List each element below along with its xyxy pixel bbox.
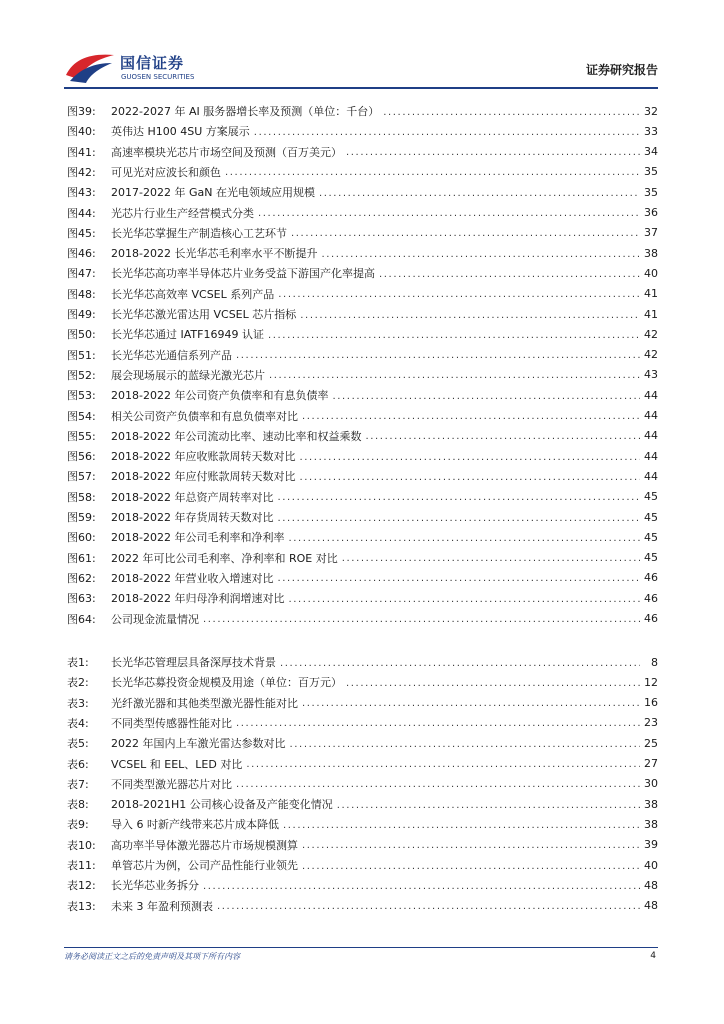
table-entry[interactable] xyxy=(67,672,658,692)
entry-label: 表10: xyxy=(67,838,96,852)
entry-label: 图48: xyxy=(67,287,96,301)
entry-page-number: 39 xyxy=(644,838,658,852)
entry-title: 公司现金流量情况 xyxy=(111,612,199,626)
leader-dots xyxy=(291,226,640,239)
entry-label: 图54: xyxy=(67,409,96,423)
leader-dots xyxy=(225,165,640,178)
entry-label: 图63: xyxy=(67,592,96,606)
leader-dots xyxy=(299,470,640,483)
entry-label: 表11: xyxy=(67,859,96,872)
figure-entry[interactable] xyxy=(67,548,658,568)
entry-label: 表7: xyxy=(67,777,89,791)
entry-title: 2022 年可比公司毛利率、净利率和 ROE 对比 xyxy=(111,551,338,565)
entry-title: 展会现场展示的蓝绿光激光芯片 xyxy=(111,368,265,382)
figure-entry[interactable] xyxy=(67,507,658,527)
leader-dots xyxy=(337,798,640,811)
table-entry[interactable] xyxy=(67,794,658,814)
entry-title: VCSEL 和 EEL、LED 对比 xyxy=(111,757,243,771)
figure-entry[interactable] xyxy=(67,142,658,162)
entry-label: 图39: xyxy=(67,105,96,118)
leader-dots xyxy=(269,368,640,381)
entry-title: 长光华芯激光雷达用 VCSEL 芯片指标 xyxy=(111,308,297,321)
entry-label: 图61: xyxy=(67,551,96,565)
table-entry[interactable] xyxy=(67,835,658,855)
figure-entry[interactable] xyxy=(67,182,658,202)
entry-page-number: 40 xyxy=(644,266,658,280)
entry-page-number: 8 xyxy=(651,655,658,669)
figure-entry[interactable] xyxy=(67,345,658,365)
entry-title: 2022 年国内上车激光雷达参数对比 xyxy=(111,737,286,751)
entry-label: 图53: xyxy=(67,389,96,403)
entry-title: 高功率半导体激光器芯片市场规模测算 xyxy=(111,838,298,852)
leader-dots xyxy=(290,737,641,750)
entry-title: 2018-2022 年总资产周转率对比 xyxy=(111,490,274,504)
entry-title: 长光华芯通过 IATF16949 认证 xyxy=(111,328,264,342)
page-number: 4 xyxy=(650,951,656,961)
entry-page-number: 44 xyxy=(644,449,658,463)
leader-dots xyxy=(288,531,640,544)
entry-label: 图58: xyxy=(67,490,96,504)
entry-title: 长光华芯高效率 VCSEL 系列产品 xyxy=(111,287,275,301)
entry-page-number: 44 xyxy=(644,388,658,402)
entry-label: 图49: xyxy=(67,308,96,321)
entry-label: 图47: xyxy=(67,267,96,281)
leader-dots xyxy=(346,676,640,689)
entry-title: 长光华芯掌握生产制造核心工艺环节 xyxy=(111,226,287,240)
figure-entry[interactable] xyxy=(67,121,658,141)
entry-title: 2018-2022 年应付账款周转天数对比 xyxy=(111,470,296,484)
entry-title: 单管芯片为例，公司产品性能行业领先 xyxy=(111,859,298,872)
leader-dots xyxy=(254,125,640,138)
entry-page-number: 34 xyxy=(644,145,658,159)
leader-dots xyxy=(302,696,640,709)
entry-label: 表5: xyxy=(67,737,89,751)
entry-page-number: 38 xyxy=(644,817,658,831)
entry-page-number: 43 xyxy=(644,368,658,382)
entry-title: 英伟达 H100 4SU 方案展示 xyxy=(111,125,250,139)
figure-entry[interactable] xyxy=(67,446,658,466)
table-entry[interactable] xyxy=(67,875,658,895)
leader-dots xyxy=(379,267,640,280)
leader-dots xyxy=(300,308,640,321)
figure-entry[interactable] xyxy=(67,223,658,243)
entry-label: 图43: xyxy=(67,186,96,200)
entry-title: 2018-2022 年公司资产负债率和有息负债率 xyxy=(111,389,329,403)
leader-dots xyxy=(258,206,640,219)
entry-title: 长光华芯业务拆分 xyxy=(111,879,199,893)
figure-entry[interactable] xyxy=(67,487,658,507)
entry-page-number: 48 xyxy=(644,878,658,892)
entry-title: 光纤激光器和其他类型激光器性能对比 xyxy=(111,696,298,710)
footer-divider xyxy=(64,947,658,948)
leader-dots xyxy=(346,145,640,158)
entry-page-number: 40 xyxy=(644,858,658,872)
figure-entry[interactable] xyxy=(67,588,658,608)
entry-page-number: 42 xyxy=(644,327,658,341)
leader-dots xyxy=(332,389,640,402)
table-entry[interactable] xyxy=(67,855,658,875)
entry-page-number: 23 xyxy=(644,716,658,730)
entry-title: 长光华芯募投资金规模及用途（单位：百万元） xyxy=(111,676,342,690)
entry-label: 表9: xyxy=(67,818,89,832)
leader-dots xyxy=(288,592,640,605)
entry-label: 图40: xyxy=(67,125,96,139)
entry-title: 相关公司资产负债率和有息负债率对比 xyxy=(111,409,298,423)
table-entry[interactable] xyxy=(67,896,658,916)
entry-title: 高速率模块光芯片市场空间及预测（百万美元） xyxy=(111,145,342,159)
figure-entry[interactable] xyxy=(67,101,658,121)
leader-dots xyxy=(236,777,640,790)
entry-title: 2018-2022 年公司流动比率、速动比率和权益乘数 xyxy=(111,429,362,443)
leader-dots xyxy=(217,899,640,912)
table-entry[interactable] xyxy=(67,733,658,753)
leader-dots xyxy=(277,490,640,503)
entry-title: 2018-2022 年应收账款周转天数对比 xyxy=(111,450,296,464)
entry-label: 图60: xyxy=(67,531,96,545)
leader-dots xyxy=(283,818,640,831)
entry-title: 2018-2021H1 公司核心设备及产能变化情况 xyxy=(111,798,333,812)
entry-title: 导入 6 吋新产线带来芯片成本降低 xyxy=(111,818,279,832)
entry-label: 图56: xyxy=(67,450,96,464)
entry-label: 图46: xyxy=(67,247,96,261)
table-entry[interactable] xyxy=(67,693,658,713)
figure-entry[interactable] xyxy=(67,466,658,486)
leader-dots xyxy=(383,105,640,118)
entry-page-number: 44 xyxy=(644,469,658,483)
entry-title: 未来 3 年盈利预测表 xyxy=(111,899,213,913)
figure-entry[interactable] xyxy=(67,426,658,446)
entry-title: 2018-2022 年营业收入增速对比 xyxy=(111,571,274,585)
disclaimer-note: 请务必阅读正文之后的免责声明及其项下所有内容 xyxy=(64,952,240,961)
entry-page-number: 42 xyxy=(644,348,658,362)
leader-dots xyxy=(302,859,640,872)
entry-page-number: 44 xyxy=(644,429,658,443)
table-entry[interactable] xyxy=(67,652,658,672)
header-divider xyxy=(64,87,658,89)
brand-name-cn: 国信证券 xyxy=(120,54,185,72)
entry-label: 图45: xyxy=(67,226,96,240)
table-entry[interactable] xyxy=(67,814,658,834)
entry-title: 2018-2022 年归母净利润增速对比 xyxy=(111,592,285,606)
leader-dots xyxy=(277,511,640,524)
entry-label: 图41: xyxy=(67,145,96,159)
leader-dots xyxy=(236,348,640,361)
figure-entry[interactable] xyxy=(67,284,658,304)
leader-dots xyxy=(299,450,640,463)
figure-entry[interactable] xyxy=(67,263,658,283)
figure-entry[interactable] xyxy=(67,203,658,223)
entry-label: 图42: xyxy=(67,165,96,179)
guosen-logo-icon xyxy=(64,51,116,85)
entry-label: 图55: xyxy=(67,429,96,443)
entry-title: 2018-2022 年公司毛利率和净利率 xyxy=(111,531,285,545)
figure-entry[interactable] xyxy=(67,568,658,588)
table-entry[interactable] xyxy=(67,754,658,774)
leader-dots xyxy=(203,612,640,625)
leader-dots xyxy=(280,656,640,669)
entry-page-number: 46 xyxy=(644,591,658,605)
entry-label: 表4: xyxy=(67,716,89,730)
entry-label: 图59: xyxy=(67,511,96,524)
entry-page-number: 38 xyxy=(644,246,658,260)
entry-label: 表12: xyxy=(67,879,96,893)
brand-name-en: GUOSEN SECURITIES xyxy=(121,73,195,81)
entry-title: 不同类型传感器性能对比 xyxy=(111,716,232,730)
entry-label: 图50: xyxy=(67,328,96,342)
entry-page-number: 30 xyxy=(644,777,658,791)
entry-page-number: 33 xyxy=(644,124,658,138)
entry-title: 2018-2022 年存货周转天数对比 xyxy=(111,511,274,524)
leader-dots xyxy=(319,186,640,199)
figure-entry[interactable] xyxy=(67,304,658,324)
leader-dots xyxy=(268,328,640,341)
table-entry[interactable] xyxy=(67,774,658,794)
entry-title: 2017-2022 年 GaN 在光电领域应用规模 xyxy=(111,186,315,200)
figure-entry[interactable] xyxy=(67,385,658,405)
leader-dots xyxy=(236,716,640,729)
entry-page-number: 46 xyxy=(644,612,658,625)
entry-page-number: 45 xyxy=(644,530,658,544)
entry-page-number: 32 xyxy=(644,104,658,118)
entry-page-number: 37 xyxy=(644,226,658,240)
leader-dots xyxy=(246,757,640,770)
entry-label: 表3: xyxy=(67,696,89,710)
entry-title: 可见光对应波长和颜色 xyxy=(111,165,221,179)
entry-page-number: 16 xyxy=(644,696,658,710)
leader-dots xyxy=(203,879,640,892)
entry-label: 表8: xyxy=(67,798,89,812)
leader-dots xyxy=(277,571,640,584)
leader-dots xyxy=(302,838,640,851)
entry-title: 长光华芯管理层具备深厚技术背景 xyxy=(111,656,276,669)
entry-page-number: 41 xyxy=(644,287,658,301)
entry-page-number: 38 xyxy=(644,797,658,811)
figure-entry[interactable] xyxy=(67,406,658,426)
entry-title: 长光华芯高功率半导体芯片业务受益下游国产化率提高 xyxy=(111,267,375,281)
entry-page-number: 36 xyxy=(644,206,658,219)
entry-title: 光芯片行业生产经营模式分类 xyxy=(111,206,254,220)
figure-entry[interactable] xyxy=(67,527,658,547)
entry-title: 不同类型激光器芯片对比 xyxy=(111,777,232,791)
entry-page-number: 25 xyxy=(644,736,658,750)
figure-entry[interactable] xyxy=(67,162,658,182)
entry-title: 2022-2027 年 AI 服务器增长率及预测（单位：千台） xyxy=(111,105,380,118)
entry-page-number: 35 xyxy=(644,165,658,179)
entry-label: 图62: xyxy=(67,571,96,585)
figure-entry[interactable] xyxy=(67,609,658,629)
entry-label: 表2: xyxy=(67,676,89,690)
leader-dots xyxy=(302,409,640,422)
entry-label: 图51: xyxy=(67,348,96,362)
leader-dots xyxy=(321,247,640,260)
leader-dots xyxy=(342,551,640,564)
entry-page-number: 12 xyxy=(644,675,658,689)
figure-entry[interactable] xyxy=(67,324,658,344)
entry-label: 图52: xyxy=(67,368,96,382)
figure-entry[interactable] xyxy=(67,243,658,263)
entry-page-number: 27 xyxy=(644,757,658,770)
figure-entry[interactable] xyxy=(67,365,658,385)
entry-title: 2018-2022 长光华芯毛利率水平不断提升 xyxy=(111,247,318,261)
entry-page-number: 46 xyxy=(644,571,658,585)
entry-label: 图44: xyxy=(67,206,96,220)
entry-label: 表1: xyxy=(67,656,89,669)
entry-title: 长光华芯光通信系列产品 xyxy=(111,348,232,362)
entry-page-number: 41 xyxy=(644,307,658,321)
entry-page-number: 45 xyxy=(644,551,658,565)
entry-label: 表13: xyxy=(67,899,96,913)
entry-page-number: 35 xyxy=(644,185,658,199)
report-type-label: 证券研究报告 xyxy=(585,63,658,77)
page-header xyxy=(64,46,658,86)
leader-dots xyxy=(365,429,640,442)
entry-label: 图64: xyxy=(67,612,96,626)
entry-label: 图57: xyxy=(67,470,96,484)
entry-page-number: 45 xyxy=(644,510,658,524)
entry-page-number: 45 xyxy=(644,490,658,504)
table-entry[interactable] xyxy=(67,713,658,733)
entry-page-number: 44 xyxy=(644,409,658,422)
leader-dots xyxy=(278,287,640,300)
entry-page-number: 48 xyxy=(644,899,658,913)
entry-label: 表6: xyxy=(67,757,89,771)
